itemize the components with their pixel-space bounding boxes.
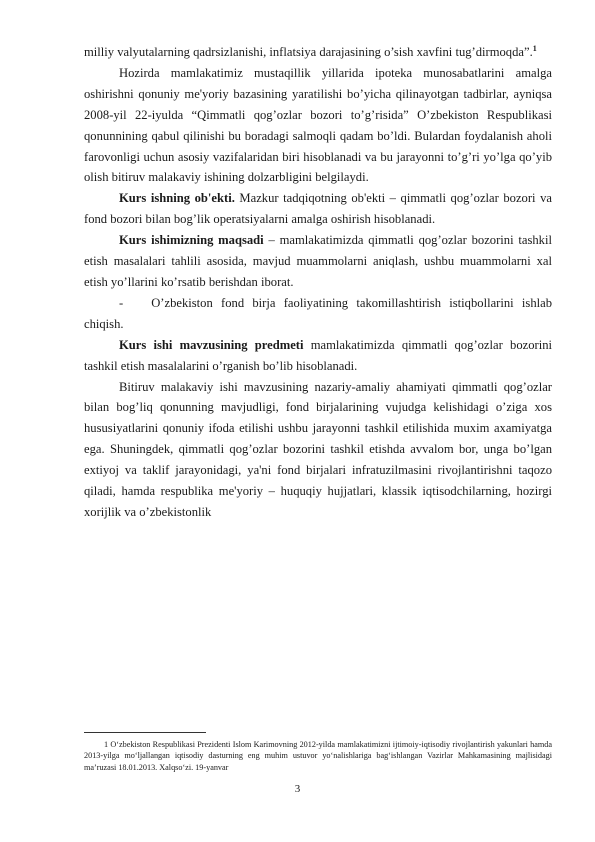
subject-heading: Kurs ishi mavzusining predmeti [119, 337, 304, 352]
paragraph-text: milliy valyutalarning qadrsizlanishi, inflatsiya darajasining o’sish xavfini tug’dirmoqda”. [84, 45, 533, 59]
paragraph-continuation [84, 42, 552, 63]
footnote-separator [84, 732, 206, 733]
footnote-marker[interactable]: 1 [532, 43, 537, 53]
paragraph-subject [84, 335, 552, 377]
paragraph-object [84, 188, 552, 230]
paragraph-significance: Bitiruv malakaviy ishi mavzusining nazariy-amaliy ahamiyati qimmatli qog’ozlar bilan bog’liq qonunning mavjudligi, fond birjalarining vujudga kelishidagi o’ziga xos hususiyatlarini qonuniy ifoda etilishi ushbu jarayonni tashkil etilishida muxim axamiyatga ega. Shuningdek, qimmatli qog’ozlar bozorini tashkil etishda avvalom bor, unga bo’lgan extiyoj va taklif jarayonidagi, ya'ni fond birjalari infratuzilmasini rivojlantirishni taqozo qiladi, hamda respublika me'yoriy – huquqiy hujjatlari, klassik iqtisodchilarning, hozirgi xorijlik va o’zbekistonlik [84, 379, 552, 519]
paragraph-relevance: Hozirda mamlakatimiz mustaqillik yillarida ipoteka munosabatlarini amalga oshirishni qonuniy me'yoriy bazasining yaratilishi bo’yicha qilinayotgan tadbirlar, ayniqsa 2008-yil 22-iyulda “Qimmatli qog’ozlar bozori to’g’risida” O’zbekiston Respublikasi qonunnining qabul qilinishi bu boradagi salmoqli qadam bo’ldi. Bulardan foydalanish aholi farovonligi uchun asosiy vazifalaridan biri hisoblanadi va bu jarayonni to’g’ri yo’lga qo’yib olish bitiruv malakaviy ishining dolzarbligini belgilaydi. [84, 65, 552, 185]
object-heading: Kurs ishning ob'ekti. [119, 191, 235, 206]
goal-text: – mamlakatimizda qimmatli qog’ozlar bozorini tashkil etish masalalari tahlili asosida, mavjud muammolarni aniqlash, ushbu muammolarni xal etish yo’llarini ko’rsatib berishdan iborat. [84, 233, 552, 289]
object-text: Mazkur tadqiqotning ob'ekti – qimmatli qog’ozlar bozori va fond bozori bilan bog’lik operatsiyalarni amalga oshirish hisoblanadi. [84, 191, 552, 227]
list-dash: - [119, 295, 124, 310]
task-text: O’zbekiston fond birja faoliyatining takomillashtirish istiqbollarini ishlab chiqish. [84, 295, 552, 331]
page-number: 3 [294, 783, 301, 795]
footnote-text: O‘zbekiston Respublikasi Prezidenti Islom Karimovning 2012-yilda mamlakatimizni ijtimoiy-iqtisodiy rivojlantirish yakunlari hamda 2013-yilga mo‘ljallangan iqtisodiy dasturning eng muhim ustuvor yo‘nalishlariga bag‘ishlangan Vazirlar Mahkamasining majlisidagi ma’ruzasi 18.01.2013. Xalqso‘zi. 19-yanvar [84, 740, 552, 772]
paragraph-goal [84, 230, 552, 293]
footnote [84, 739, 552, 773]
paragraph-task-item [84, 293, 552, 335]
goal-heading: Kurs ishimizning maqsadi [119, 233, 264, 248]
subject-text: mamlakatimizda qimmatli qog’ozlar bozorini tashkil etish masalalarini o’rganish bo’lib hisoblanadi. [84, 337, 552, 373]
body-text [84, 42, 552, 523]
footnote-number: 1 [104, 740, 109, 749]
